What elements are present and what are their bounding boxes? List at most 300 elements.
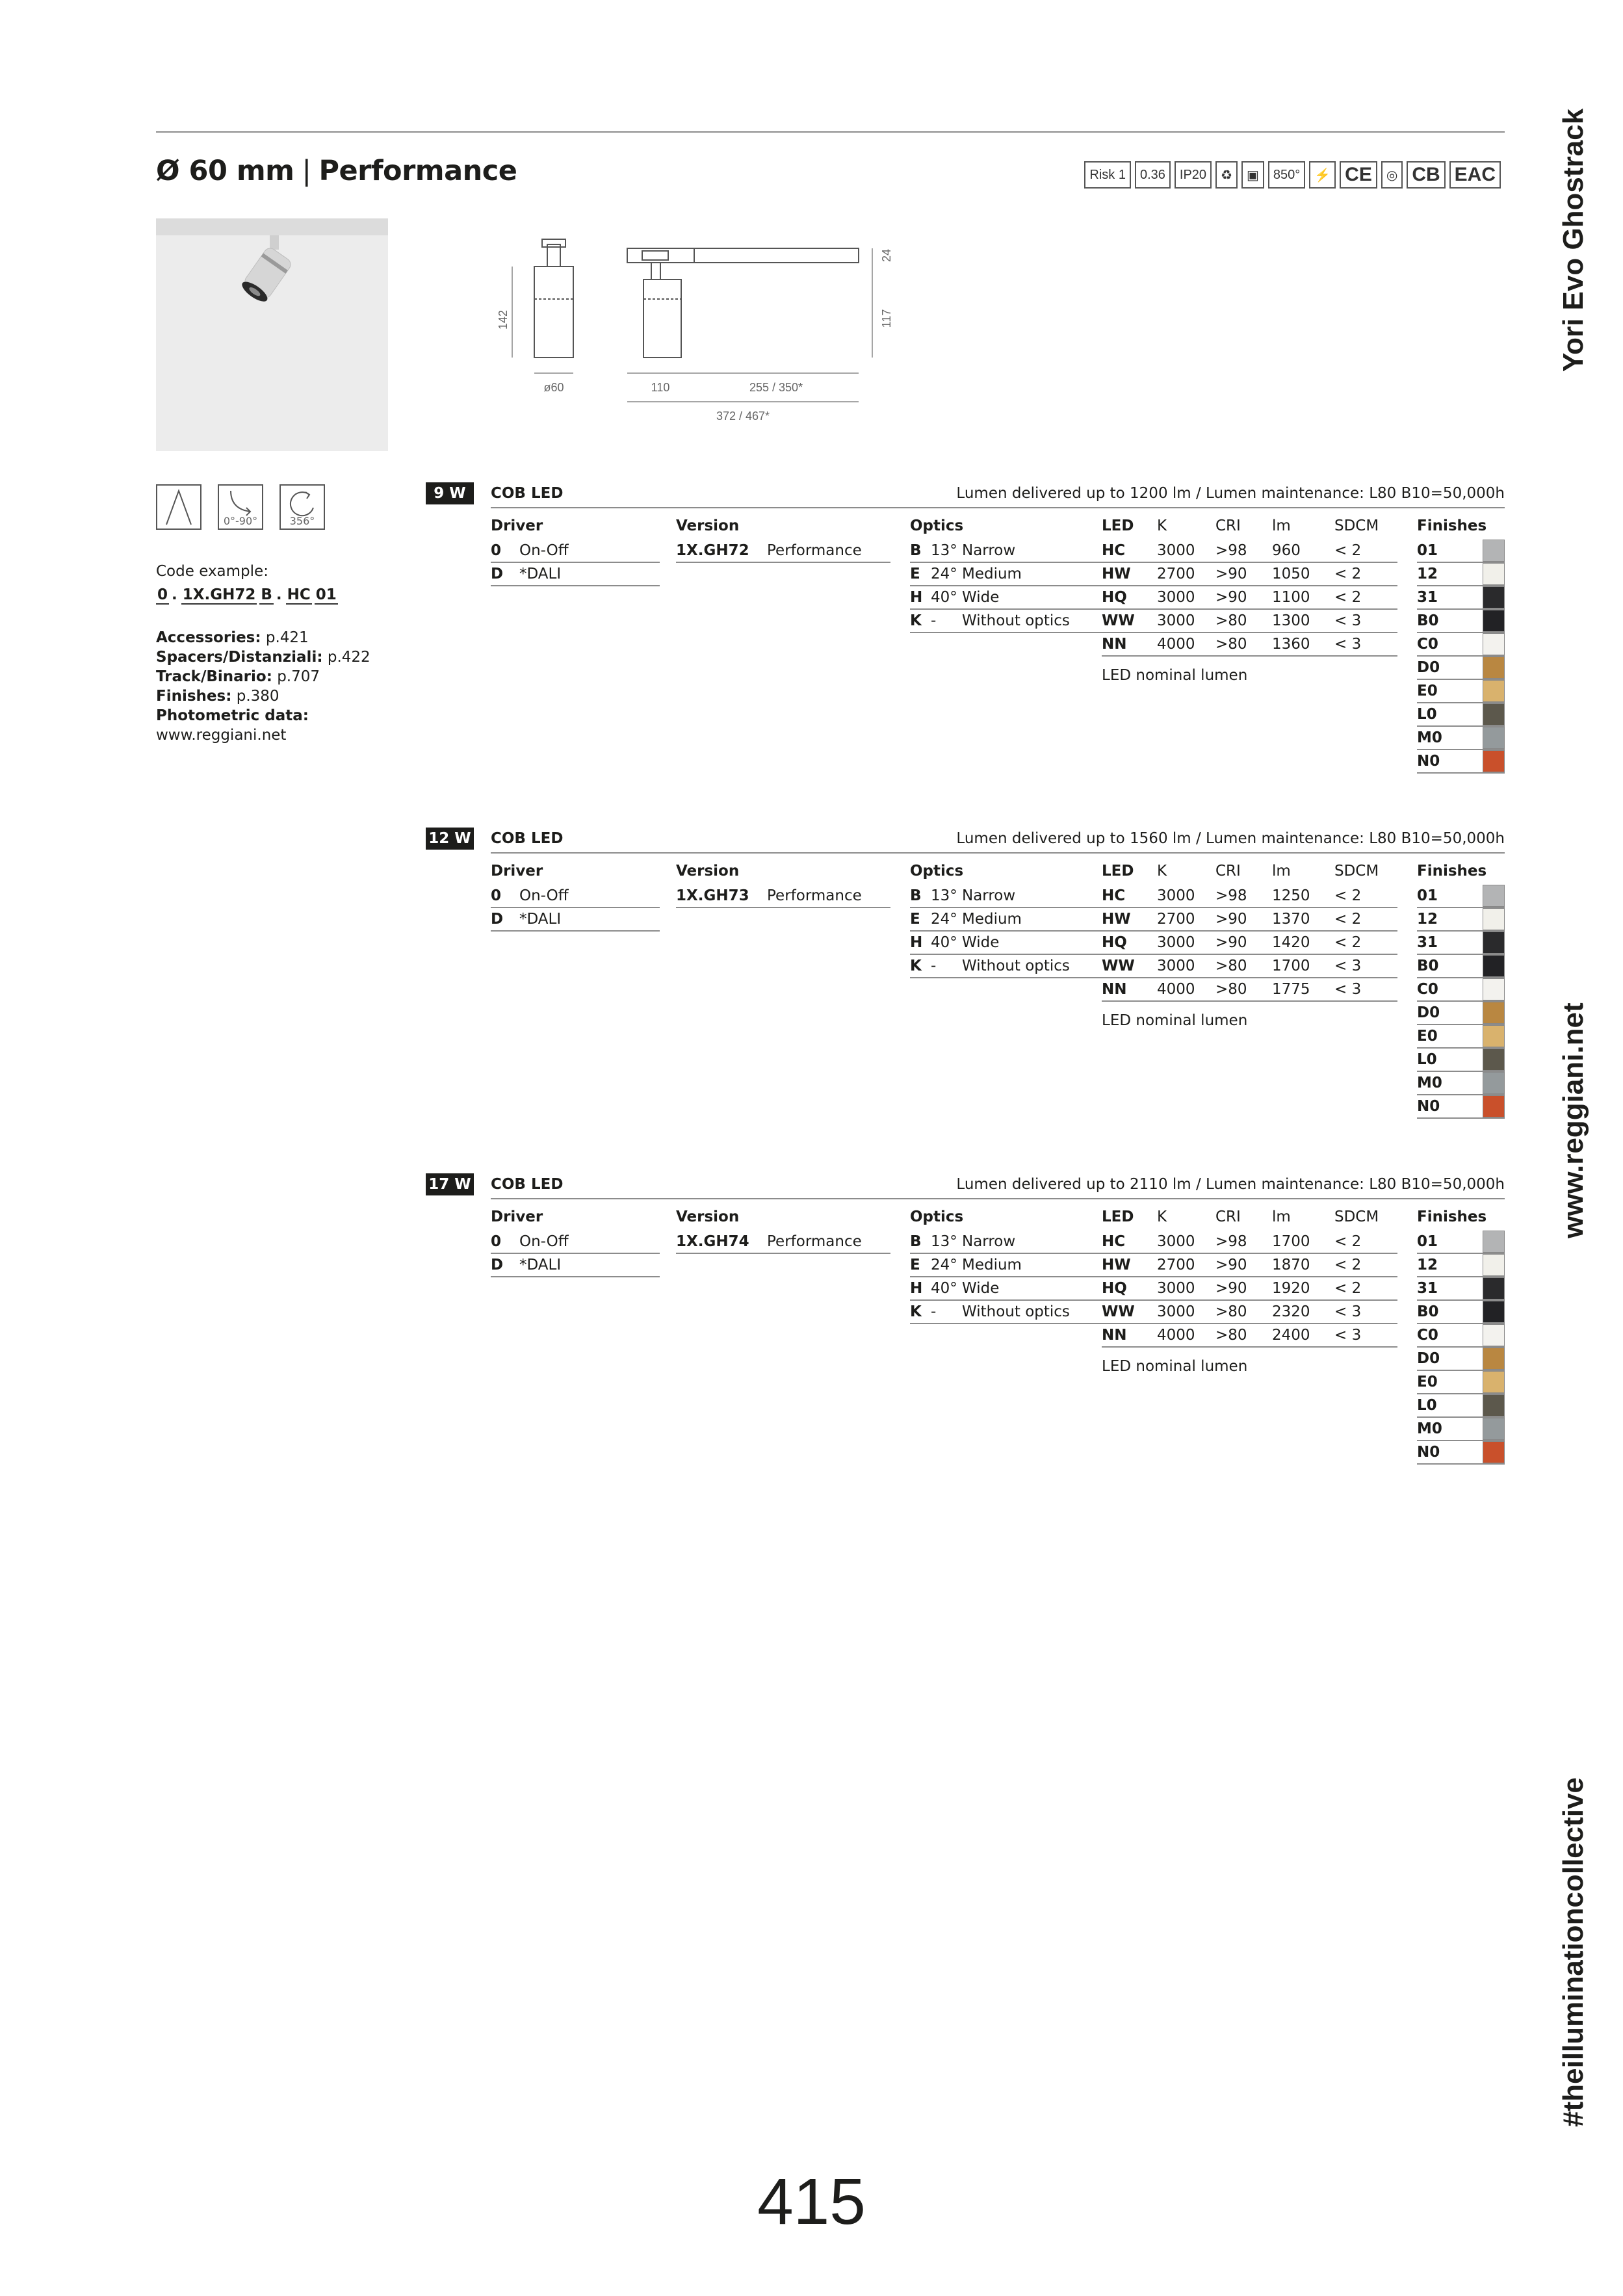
led-cri: >80 (1215, 612, 1247, 629)
optics-row (910, 563, 1105, 586)
driver-row (491, 1231, 660, 1254)
finish-code: L0 (1417, 1397, 1437, 1414)
led-row (1102, 932, 1397, 955)
driver-row (491, 563, 660, 586)
optics-code: H (910, 1280, 923, 1297)
led-lm: 1870 (1272, 1257, 1310, 1273)
finish-row (1417, 1254, 1505, 1277)
led-sdcm: < 2 (1334, 589, 1362, 606)
optics-angle: 13° (931, 542, 957, 559)
led-code: NN (1102, 636, 1127, 653)
led-lm: 1920 (1272, 1280, 1310, 1297)
led-row (1102, 978, 1397, 1002)
led-k: 4000 (1157, 1327, 1195, 1344)
version-name: Performance (767, 542, 862, 559)
optics-code: E (910, 566, 920, 582)
led-k: 4000 (1157, 636, 1195, 653)
finish-code: 01 (1417, 1233, 1438, 1250)
finish-row (1417, 955, 1505, 978)
led-sdcm: < 3 (1334, 981, 1362, 998)
driver-row (491, 885, 660, 908)
driver-row (491, 540, 660, 563)
code-segment: HC (287, 586, 311, 603)
header-finishes: Finishes (1417, 863, 1487, 880)
finish-swatch (1483, 1095, 1505, 1117)
version-code: 1X.GH73 (676, 887, 749, 904)
led-sdcm: < 2 (1334, 887, 1362, 904)
header-version: Version (676, 863, 740, 880)
optics-row (910, 610, 1105, 633)
code-segment: 1X.GH72 (182, 586, 256, 603)
led-code: WW (1102, 958, 1135, 974)
section-rule (491, 507, 1505, 508)
title-diameter: Ø 60 mm (156, 155, 294, 187)
led-lm: 2400 (1272, 1327, 1310, 1344)
led-sdcm: < 2 (1334, 1233, 1362, 1250)
finish-swatch (1483, 750, 1505, 772)
finish-swatch (1483, 885, 1505, 907)
optics-code: B (910, 542, 922, 559)
technical-drawing (481, 234, 923, 429)
dimension-height: 142 (497, 309, 510, 330)
led-nominal-note: LED nominal lumen (1102, 667, 1248, 684)
optics-row (910, 1301, 1105, 1324)
finish-code: B0 (1417, 958, 1439, 974)
led-k: 3000 (1157, 542, 1195, 559)
code-segment: . (172, 586, 177, 603)
finish-row (1417, 1441, 1505, 1465)
certification-badge: CB (1407, 161, 1445, 189)
finish-code: N0 (1417, 1098, 1440, 1115)
optics-code: E (910, 911, 920, 928)
finish-row (1417, 1025, 1505, 1049)
finish-row (1417, 1324, 1505, 1348)
finish-swatch (1483, 586, 1505, 608)
page-title (156, 155, 517, 187)
led-k: 3000 (1157, 589, 1195, 606)
finish-swatch (1483, 978, 1505, 1000)
led-code: HW (1102, 1257, 1131, 1273)
certification-badge: ♻ (1215, 161, 1238, 189)
spacers-ref: Spacers/Distanziali: p.422 (156, 649, 370, 666)
led-k: 3000 (1157, 934, 1195, 951)
header-sdcm: SDCM (1334, 517, 1379, 534)
finish-swatch (1483, 1072, 1505, 1094)
website-link[interactable]: www.reggiani.net (156, 727, 287, 744)
dimension-117: 117 (880, 309, 893, 328)
header-driver: Driver (491, 1208, 543, 1225)
finish-code: M0 (1417, 729, 1442, 746)
led-lm: 1700 (1272, 1233, 1310, 1250)
finish-row (1417, 680, 1505, 703)
finish-code: C0 (1417, 1327, 1438, 1344)
title-separator: | (302, 155, 311, 187)
finish-code: 31 (1417, 589, 1438, 606)
led-code: NN (1102, 1327, 1127, 1344)
optics-name: Without optics (962, 958, 1070, 974)
vertical-hashtag: #theilluminationcollective (1557, 1777, 1589, 2127)
certification-badge: 850° (1268, 161, 1305, 189)
led-k: 3000 (1157, 1303, 1195, 1320)
led-sdcm: < 2 (1334, 542, 1362, 559)
version-row (676, 885, 890, 908)
led-cri: >98 (1215, 887, 1247, 904)
finish-swatch (1483, 1301, 1505, 1323)
optics-row (910, 885, 1105, 908)
header-optics: Optics (910, 517, 964, 534)
led-cri: >80 (1215, 981, 1247, 998)
vertical-website[interactable]: www.reggiani.net (1557, 1002, 1589, 1238)
optics-angle: 40° (931, 589, 957, 606)
led-type: COB LED (491, 485, 564, 502)
led-nominal-note: LED nominal lumen (1102, 1358, 1248, 1375)
optics-name: Narrow (962, 542, 1016, 559)
finish-swatch (1483, 1002, 1505, 1024)
optics-code: K (910, 958, 922, 974)
finish-row (1417, 1418, 1505, 1441)
header-optics: Optics (910, 1208, 964, 1225)
beam-icon (156, 484, 201, 530)
optics-name: Medium (962, 911, 1022, 928)
led-lm: 1420 (1272, 934, 1310, 951)
led-lm: 960 (1272, 542, 1301, 559)
driver-code: D (491, 566, 504, 582)
dimension-110: 110 (651, 381, 670, 394)
led-lm: 1100 (1272, 589, 1310, 606)
finish-row (1417, 563, 1505, 586)
led-cri: >80 (1215, 1303, 1247, 1320)
led-type: COB LED (491, 830, 564, 847)
led-cri: >90 (1215, 566, 1247, 582)
certification-badge: Risk 1 (1084, 161, 1131, 189)
header-led: LED (1102, 1208, 1134, 1225)
driver-code: 0 (491, 1233, 502, 1250)
lumen-info: Lumen delivered up to 1560 lm / Lumen maintenance: L80 B10=50,000h (956, 830, 1505, 847)
led-cri: >90 (1215, 589, 1247, 606)
optics-angle: - (931, 958, 937, 974)
finish-swatch (1483, 563, 1505, 585)
certification-badge: ⚡ (1309, 161, 1336, 189)
optics-name: Wide (962, 934, 1000, 951)
driver-name: On-Off (519, 1233, 569, 1250)
driver-name: *DALI (519, 911, 562, 928)
optics-angle: - (931, 1303, 937, 1320)
finish-swatch (1483, 908, 1505, 930)
led-row (1102, 1277, 1397, 1301)
led-lm: 1300 (1272, 612, 1310, 629)
header-driver: Driver (491, 517, 543, 534)
led-row (1102, 908, 1397, 932)
finish-swatch (1483, 680, 1505, 702)
led-code: WW (1102, 612, 1135, 629)
led-row (1102, 885, 1397, 908)
driver-name: *DALI (519, 1257, 562, 1273)
finish-swatch (1483, 610, 1505, 632)
optics-code: H (910, 589, 923, 606)
led-nominal-note: LED nominal lumen (1102, 1012, 1248, 1029)
optics-angle: 13° (931, 887, 957, 904)
track-ref: Track/Binario: p.707 (156, 668, 320, 685)
led-sdcm: < 3 (1334, 636, 1362, 653)
led-row (1102, 540, 1397, 563)
rotation-label: 356° (289, 515, 315, 527)
led-lm: 1050 (1272, 566, 1310, 582)
led-type: COB LED (491, 1176, 564, 1193)
finish-code: 12 (1417, 566, 1438, 582)
led-code: HQ (1102, 589, 1127, 606)
led-cri: >90 (1215, 911, 1247, 928)
certification-badge: EAC (1449, 161, 1501, 189)
optics-row (910, 1231, 1105, 1254)
finish-code: 12 (1417, 911, 1438, 928)
led-code: HQ (1102, 1280, 1127, 1297)
finish-swatch (1483, 1371, 1505, 1393)
finish-row (1417, 586, 1505, 610)
top-rule (156, 131, 1505, 133)
finish-code: 01 (1417, 887, 1438, 904)
finish-swatch (1483, 1025, 1505, 1047)
led-cri: >90 (1215, 1257, 1247, 1273)
optics-code: K (910, 612, 922, 629)
led-row (1102, 955, 1397, 978)
optics-row (910, 586, 1105, 610)
finish-code: B0 (1417, 1303, 1439, 1320)
finish-swatch (1483, 657, 1505, 679)
finish-swatch (1483, 727, 1505, 749)
certification-badge: ▣ (1241, 161, 1264, 189)
led-k: 3000 (1157, 612, 1195, 629)
led-cri: >98 (1215, 1233, 1247, 1250)
led-sdcm: < 3 (1334, 612, 1362, 629)
finish-row (1417, 1371, 1505, 1394)
product-section (426, 828, 1505, 1166)
certification-badge: IP20 (1175, 161, 1212, 189)
led-lm: 1360 (1272, 636, 1310, 653)
header-lm: lm (1272, 1208, 1291, 1225)
led-cri: >90 (1215, 1280, 1247, 1297)
finish-code: B0 (1417, 612, 1439, 629)
finish-swatch (1483, 703, 1505, 725)
led-row (1102, 610, 1397, 633)
finish-code: E0 (1417, 1374, 1438, 1390)
finish-row (1417, 703, 1505, 727)
optics-row (910, 955, 1105, 978)
finish-swatch (1483, 1231, 1505, 1253)
finish-code: 31 (1417, 934, 1438, 951)
header-sdcm: SDCM (1334, 1208, 1379, 1225)
optics-angle: 24° (931, 566, 957, 582)
finish-swatch (1483, 1277, 1505, 1299)
certification-badge: ◎ (1381, 161, 1403, 189)
led-code: NN (1102, 981, 1127, 998)
finish-swatch (1483, 1049, 1505, 1071)
finish-code: E0 (1417, 1028, 1438, 1045)
code-segment: 01 (315, 586, 337, 603)
optics-angle: - (931, 612, 937, 629)
header-finishes: Finishes (1417, 517, 1487, 534)
led-sdcm: < 2 (1334, 934, 1362, 951)
led-k: 3000 (1157, 1280, 1195, 1297)
code-segment: B (261, 586, 272, 603)
led-row (1102, 563, 1397, 586)
header-cri: CRI (1215, 517, 1241, 534)
header-led: LED (1102, 863, 1134, 880)
certification-badge: CE (1340, 161, 1377, 189)
title-name: Performance (318, 155, 517, 187)
finish-code: 31 (1417, 1280, 1438, 1297)
led-row (1102, 1231, 1397, 1254)
finish-code: M0 (1417, 1420, 1442, 1437)
optics-row (910, 932, 1105, 955)
rotation-icon (279, 484, 325, 530)
header-finishes: Finishes (1417, 1208, 1487, 1225)
finish-code: M0 (1417, 1075, 1442, 1091)
optics-name: Narrow (962, 887, 1016, 904)
driver-row (491, 1254, 660, 1277)
finish-row (1417, 540, 1505, 563)
product-photo (156, 218, 388, 451)
finish-code: L0 (1417, 706, 1437, 723)
led-row (1102, 1324, 1397, 1348)
optics-name: Without optics (962, 1303, 1070, 1320)
finish-swatch (1483, 1394, 1505, 1416)
code-segment: 0 (157, 586, 168, 603)
finish-row (1417, 1301, 1505, 1324)
led-k: 3000 (1157, 958, 1195, 974)
finish-row (1417, 1002, 1505, 1025)
driver-code: 0 (491, 887, 502, 904)
header-cri: CRI (1215, 1208, 1241, 1225)
header-k: K (1157, 1208, 1167, 1225)
led-sdcm: < 2 (1334, 1257, 1362, 1273)
optics-angle: 40° (931, 1280, 957, 1297)
certification-icons (1084, 161, 1501, 189)
led-cri: >80 (1215, 958, 1247, 974)
led-lm: 1250 (1272, 887, 1310, 904)
wattage-badge: 9 W (426, 482, 474, 504)
finish-row (1417, 1049, 1505, 1072)
led-code: HC (1102, 887, 1126, 904)
optics-name: Medium (962, 566, 1022, 582)
finish-code: D0 (1417, 1004, 1440, 1021)
finish-row (1417, 1231, 1505, 1254)
led-lm: 1700 (1272, 958, 1310, 974)
finish-row (1417, 633, 1505, 657)
version-code: 1X.GH72 (676, 542, 749, 559)
led-lm: 1370 (1272, 911, 1310, 928)
finish-swatch (1483, 932, 1505, 954)
header-lm: lm (1272, 517, 1291, 534)
led-k: 2700 (1157, 1257, 1195, 1273)
led-k: 2700 (1157, 566, 1195, 582)
header-sdcm: SDCM (1334, 863, 1379, 880)
driver-code: D (491, 1257, 504, 1273)
finish-swatch (1483, 633, 1505, 655)
wattage-badge: 12 W (426, 828, 474, 850)
led-code: HC (1102, 542, 1126, 559)
finish-row (1417, 932, 1505, 955)
led-cri: >90 (1215, 934, 1247, 951)
driver-code: 0 (491, 542, 502, 559)
certification-badge: 0.36 (1135, 161, 1171, 189)
finish-code: C0 (1417, 636, 1438, 653)
finish-swatch (1483, 540, 1505, 562)
optics-row (910, 1254, 1105, 1277)
vertical-product-name: Yori Evo Ghostrack (1557, 108, 1589, 372)
optics-code: E (910, 1257, 920, 1273)
led-k: 4000 (1157, 981, 1195, 998)
finish-row (1417, 1277, 1505, 1301)
finish-row (1417, 1072, 1505, 1095)
led-sdcm: < 2 (1334, 566, 1362, 582)
version-name: Performance (767, 887, 862, 904)
header-driver: Driver (491, 863, 543, 880)
version-row (676, 1231, 890, 1254)
code-example-label: Code example: (156, 563, 268, 580)
code-segment: . (276, 586, 282, 603)
version-code: 1X.GH74 (676, 1233, 749, 1250)
spotlight-image (156, 218, 388, 451)
led-code: HQ (1102, 934, 1127, 951)
led-code: HW (1102, 566, 1131, 582)
accessories-ref: Accessories: p.421 (156, 629, 309, 646)
finish-row (1417, 657, 1505, 680)
finish-swatch (1483, 955, 1505, 977)
finish-row (1417, 1394, 1505, 1418)
dimension-24: 24 (880, 248, 893, 263)
led-k: 2700 (1157, 911, 1195, 928)
finish-code: C0 (1417, 981, 1438, 998)
driver-row (491, 908, 660, 932)
header-led: LED (1102, 517, 1134, 534)
optics-angle: 24° (931, 911, 957, 928)
finishes-ref: Finishes: p.380 (156, 688, 279, 705)
finish-code: L0 (1417, 1051, 1437, 1068)
led-row (1102, 633, 1397, 657)
finish-code: N0 (1417, 1444, 1440, 1461)
product-section (426, 1173, 1505, 1511)
photometric-ref: Photometric data: (156, 707, 309, 724)
led-k: 3000 (1157, 887, 1195, 904)
header-version: Version (676, 1208, 740, 1225)
optics-name: Narrow (962, 1233, 1016, 1250)
optics-code: K (910, 1303, 922, 1320)
optics-angle: 24° (931, 1257, 957, 1273)
lumen-info: Lumen delivered up to 2110 lm / Lumen maintenance: L80 B10=50,000h (956, 1176, 1505, 1193)
lumen-info: Lumen delivered up to 1200 lm / Lumen maintenance: L80 B10=50,000h (956, 485, 1505, 502)
driver-name: *DALI (519, 566, 562, 582)
led-lm: 1775 (1272, 981, 1310, 998)
finish-swatch (1483, 1441, 1505, 1463)
page-number: 415 (757, 2165, 866, 2238)
section-rule (491, 1198, 1505, 1199)
optics-row (910, 908, 1105, 932)
led-code: WW (1102, 1303, 1135, 1320)
led-lm: 2320 (1272, 1303, 1310, 1320)
header-k: K (1157, 517, 1167, 534)
led-sdcm: < 3 (1334, 1327, 1362, 1344)
led-cri: >98 (1215, 542, 1247, 559)
driver-name: On-Off (519, 887, 569, 904)
led-cri: >80 (1215, 636, 1247, 653)
finish-swatch (1483, 1348, 1505, 1370)
finish-swatch (1483, 1254, 1505, 1276)
led-k: 3000 (1157, 1233, 1195, 1250)
finish-swatch (1483, 1324, 1505, 1346)
wattage-badge: 17 W (426, 1173, 474, 1195)
led-row (1102, 1301, 1397, 1324)
tilt-icon (218, 484, 263, 530)
